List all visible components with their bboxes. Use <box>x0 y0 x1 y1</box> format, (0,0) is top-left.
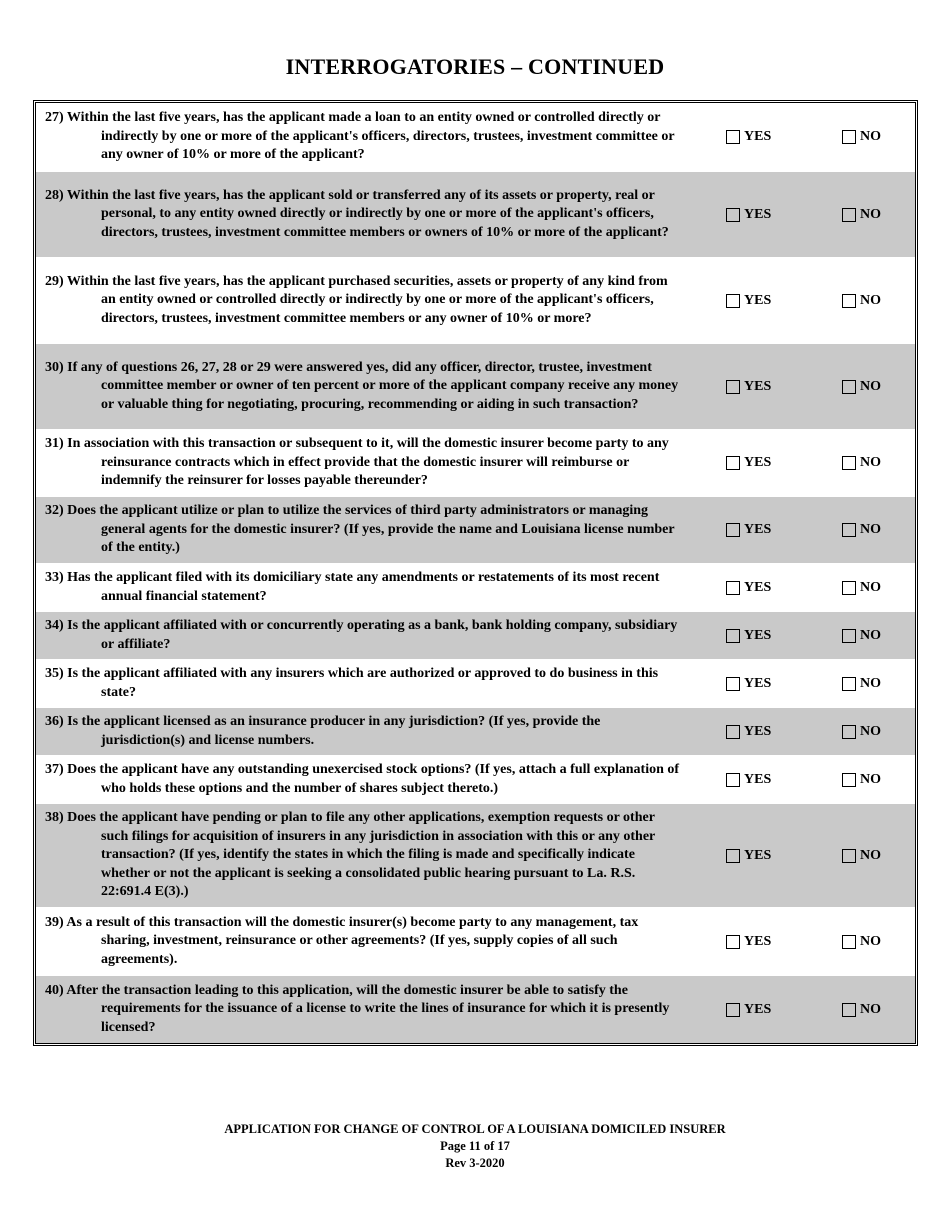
footer-revision: Rev 3-2020 <box>445 1156 505 1170</box>
question-text: 38) Does the applicant have pending or plan to file any other applications, exemption requests or other such filings for acquisition of insurers in any jurisdiction in association with this or any other transaction? (If yes, identify the states in which the filing is made and specifically indicate whether or not the applicant is seeking a consolidated public hearing pursuant to La. R.S. 22:691.4 E(3).) <box>45 810 655 900</box>
question-row-35 <box>36 660 915 708</box>
question-row-31 <box>36 430 915 497</box>
question-text: 32) Does the applicant utilize or plan to utilize the services of third party administrators or managing general agents for the domestic insurer? (If yes, provide the name and Louisiana license number of the entity.) <box>45 503 675 556</box>
question-row-40 <box>36 976 915 1043</box>
checkbox-icon <box>726 523 740 537</box>
checkbox-icon <box>842 523 856 537</box>
question-row-34 <box>36 612 915 660</box>
no-checkbox-34[interactable]: NO <box>794 628 914 644</box>
checkbox-icon <box>842 935 856 949</box>
checkbox-icon <box>842 380 856 394</box>
page-title: INTERROGATORIES – CONTINUED <box>285 54 665 79</box>
question-row-39 <box>36 908 915 976</box>
no-checkbox-31[interactable]: NO <box>794 455 914 471</box>
question-text: 29) Within the last five years, has the applicant purchased securities, assets or property of any kind from an entity owned or controlled directly or indirectly by one or more of the applicant's officers, directors, trustees, investment committee members or any owner of 10% or more? <box>45 273 668 326</box>
checkbox-icon <box>842 581 856 595</box>
question-row-38 <box>36 804 915 908</box>
question-row-37 <box>36 756 915 804</box>
no-checkbox-30[interactable]: NO <box>794 379 914 395</box>
interrogatories-table <box>33 100 918 1046</box>
no-checkbox-35[interactable]: NO <box>794 676 914 692</box>
no-checkbox-29[interactable]: NO <box>794 293 914 309</box>
question-row-29 <box>36 258 915 344</box>
checkbox-icon <box>842 208 856 222</box>
checkbox-icon <box>842 849 856 863</box>
question-text: 30) If any of questions 26, 27, 28 or 29 were answered yes, did any officer, director, trustee, investment committee member or owner of ten percent or more of the applicant company receive any money or valuable thing for negotiating, procuring, recommending or aiding in such transaction? <box>45 359 679 412</box>
yes-checkbox-33[interactable]: YES <box>684 580 794 596</box>
no-checkbox-32[interactable]: NO <box>794 522 914 538</box>
yes-checkbox-38[interactable]: YES <box>684 848 794 864</box>
no-checkbox-28[interactable]: NO <box>794 207 914 223</box>
checkbox-icon <box>726 208 740 222</box>
no-checkbox-27[interactable]: NO <box>794 129 914 145</box>
question-text: 36) Is the applicant licensed as an insurance producer in any jurisdiction? (If yes, provide the jurisdiction(s) and license numbers. <box>45 714 601 748</box>
question-text: 27) Within the last five years, has the applicant made a loan to an entity owned or controlled directly or indirectly by one or more of the applicant's officers, directors, trustees, investment committee or any owner of 10% or more of the applicant? <box>45 110 675 163</box>
page-footer <box>0 1121 950 1172</box>
checkbox-icon <box>842 456 856 470</box>
no-checkbox-38[interactable]: NO <box>794 848 914 864</box>
checkbox-icon <box>842 629 856 643</box>
checkbox-icon <box>842 130 856 144</box>
checkbox-icon <box>726 1003 740 1017</box>
question-text: 39) As a result of this transaction will the domestic insurer(s) become party to any management, tax sharing, investment, reinsurance or other agreements? (If yes, supply copies of all such agreements). <box>45 914 639 967</box>
yes-checkbox-30[interactable]: YES <box>684 379 794 395</box>
yes-checkbox-36[interactable]: YES <box>684 724 794 740</box>
question-text: 31) In association with this transaction or subsequent to it, will the domestic insurer become party to any reinsurance contracts which in effect provide that the domestic insurer will reimburse or indemnify the reinsurer for losses payable thereunder? <box>45 436 669 489</box>
question-text: 33) Has the applicant filed with its domiciliary state any amendments or restatements of its most recent annual financial statement? <box>45 570 660 604</box>
yes-checkbox-32[interactable]: YES <box>684 522 794 538</box>
question-row-33 <box>36 564 915 612</box>
question-text: 28) Within the last five years, has the applicant sold or transferred any of its assets or property, real or personal, to any entity owned directly or indirectly by one or more of the applicant's officers, directors, trustees, investment committee members or owners of 10% or more of the applicant? <box>45 187 669 240</box>
checkbox-icon <box>842 677 856 691</box>
checkbox-icon <box>842 773 856 787</box>
no-checkbox-39[interactable]: NO <box>794 934 914 950</box>
question-text: 35) Is the applicant affiliated with any insurers which are authorized or approved to do business in this state? <box>45 666 659 700</box>
checkbox-icon <box>726 773 740 787</box>
checkbox-icon <box>842 1003 856 1017</box>
yes-checkbox-31[interactable]: YES <box>684 455 794 471</box>
question-text: 37) Does the applicant have any outstanding unexercised stock options? (If yes, attach a full explanation of who holds these options and the number of shares subject thereto.) <box>45 762 680 796</box>
yes-checkbox-28[interactable]: YES <box>684 207 794 223</box>
yes-checkbox-27[interactable]: YES <box>684 129 794 145</box>
no-checkbox-37[interactable]: NO <box>794 772 914 788</box>
question-row-32 <box>36 497 915 564</box>
checkbox-icon <box>842 294 856 308</box>
yes-checkbox-39[interactable]: YES <box>684 934 794 950</box>
checkbox-icon <box>726 849 740 863</box>
question-row-36 <box>36 708 915 756</box>
checkbox-icon <box>842 725 856 739</box>
checkbox-icon <box>726 581 740 595</box>
question-row-28 <box>36 172 915 258</box>
no-checkbox-33[interactable]: NO <box>794 580 914 596</box>
checkbox-icon <box>726 380 740 394</box>
checkbox-icon <box>726 294 740 308</box>
no-checkbox-40[interactable]: NO <box>794 1002 914 1018</box>
checkbox-icon <box>726 935 740 949</box>
checkbox-icon <box>726 629 740 643</box>
checkbox-icon <box>726 725 740 739</box>
checkbox-icon <box>726 677 740 691</box>
no-checkbox-36[interactable]: NO <box>794 724 914 740</box>
footer-page-number: Page 11 of 17 <box>440 1139 510 1153</box>
question-row-30 <box>36 344 915 430</box>
yes-checkbox-29[interactable]: YES <box>684 293 794 309</box>
question-text: 40) After the transaction leading to this application, will the domestic insurer be able to satisfy the requirements for the issuance of a license to write the lines of insurance for which it is presently licensed? <box>45 982 670 1035</box>
yes-checkbox-37[interactable]: YES <box>684 772 794 788</box>
yes-checkbox-40[interactable]: YES <box>684 1002 794 1018</box>
checkbox-icon <box>726 130 740 144</box>
question-text: 34) Is the applicant affiliated with or concurrently operating as a bank, bank holding company, subsidiary or affiliate? <box>45 618 678 652</box>
yes-checkbox-34[interactable]: YES <box>684 628 794 644</box>
checkbox-icon <box>726 456 740 470</box>
yes-checkbox-35[interactable]: YES <box>684 676 794 692</box>
footer-form-title: APPLICATION FOR CHANGE OF CONTROL OF A LOUISIANA DOMICILED INSURER <box>224 1122 726 1136</box>
question-row-27 <box>36 103 915 172</box>
